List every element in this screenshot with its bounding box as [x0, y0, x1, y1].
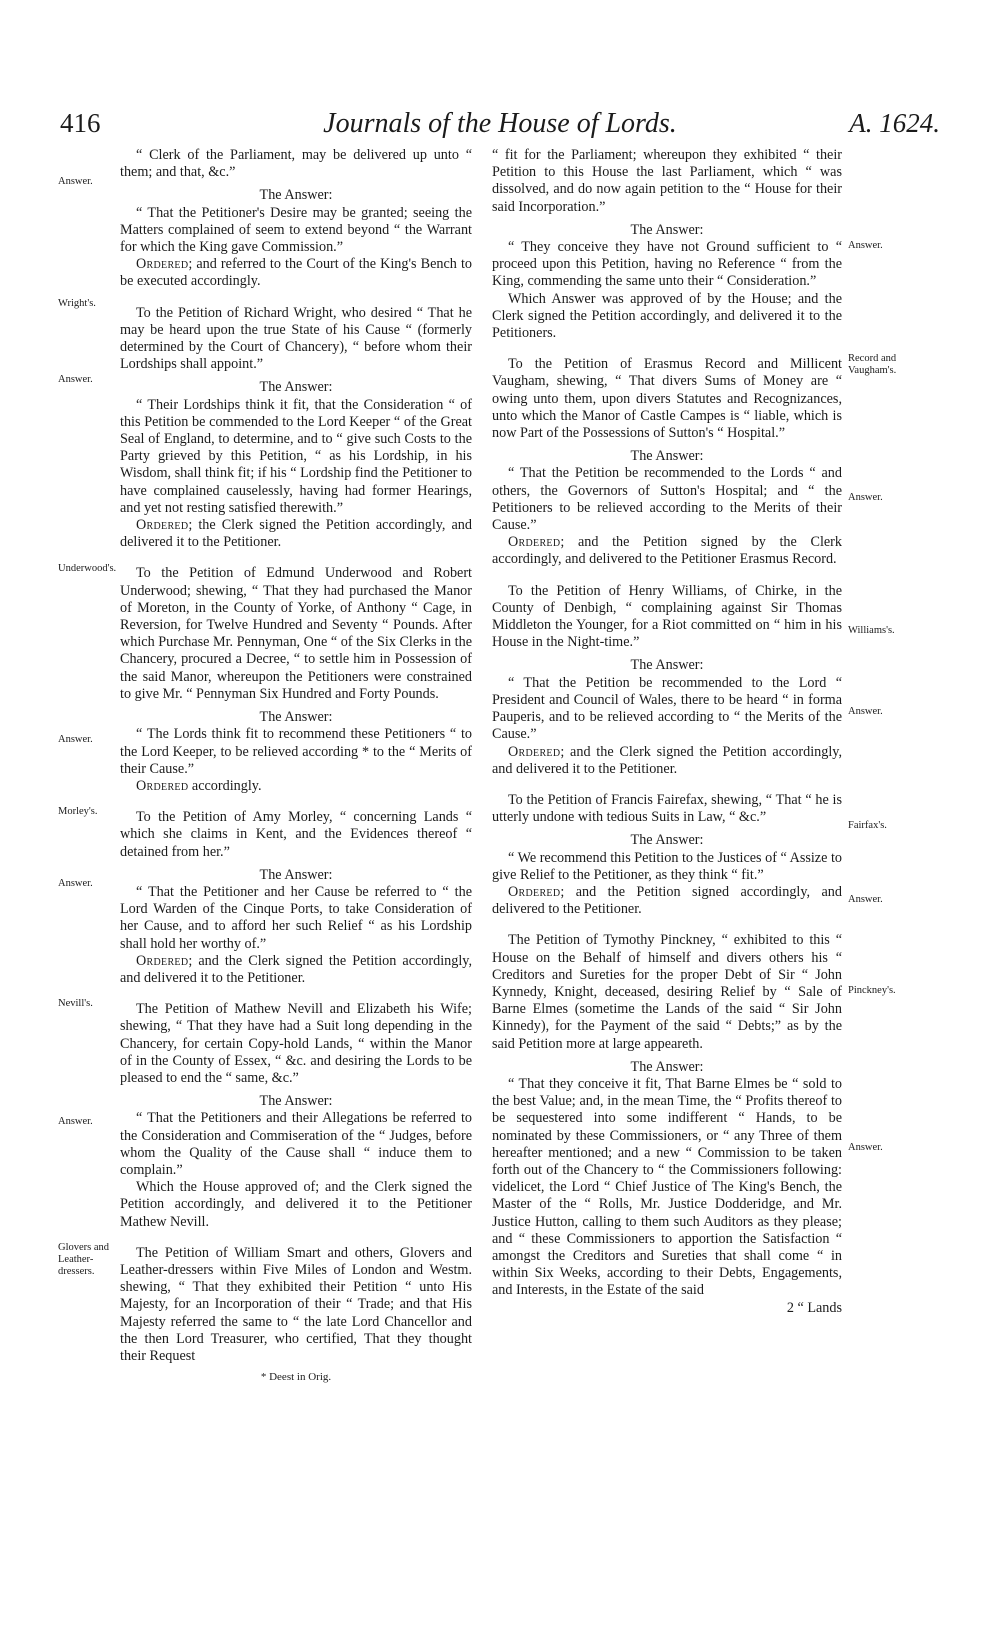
ordered-lead: Ordered [508, 743, 561, 760]
body-paragraph: To the Petition of Erasmus Record and Millicent Vaugham, shewing, “ That divers Sums of Money are “ owing unto them, upon divers Statutes and Recognizances, unto which the Manor of Castle Campes is “ liable, which is now Part of the Possessions of Sutton's “ Hospital.” [492, 356, 842, 442]
answer-heading: The Answer: [630, 1058, 704, 1075]
body-paragraph: “ That the Petitioners and their Allegations be referred to the Consideration and Commiseration of the “ Judges, before whom the Quality of the Cause shall “ induce them to complain.” [120, 1110, 472, 1178]
margin-note: Answer. [58, 176, 93, 187]
body-paragraph: To the Petition of Richard Wright, who desired “ That he may be heard upon the true State of his Cause “ (formerly determined by the Court of Chancery), “ before whom their Lordships shall appoint.” [120, 304, 472, 373]
ordered-lead: Ordered [136, 777, 189, 794]
margin-note: Nevill's. [58, 998, 93, 1009]
ordered-lead: Ordered [136, 952, 189, 969]
paragraph-gap [492, 778, 842, 792]
body-paragraph: “ That the Petitioner and her Cause be referred to “ the Lord Warden of the Cinque Ports, to take Consideration of her Cause, and to afford her such Relief “ as his Lordship shall hold her worthy of.” [120, 883, 472, 952]
margin-note: Answer. [848, 706, 883, 717]
running-header [60, 108, 940, 148]
body-paragraph: “ That the Petition be recommended to the Lords “ and others, the Governors of Sutton's Hospital; and “ the Petitioners to be relieved according to the Merits of their Cause.” [492, 465, 842, 534]
paragraph-gap [492, 569, 842, 583]
margin-note: Fairfax's. [848, 820, 887, 831]
order-text: ; the Clerk signed the Petition accordingly, and delivered it to the Petitioner. [120, 517, 472, 551]
order-paragraph [120, 778, 472, 795]
body-paragraph: “ We recommend this Petition to the Justices of “ Assize to give Relief to the Petitioner, as they think “ fit.” [492, 849, 842, 883]
order-paragraph [492, 884, 842, 918]
margin-note: Wright's. [58, 298, 96, 309]
body-paragraph: Which Answer was approved of by the House; and the Clerk signed the Petition accordingly, and delivered it to the Petitioners. [492, 290, 842, 342]
answer-heading: The Answer: [630, 832, 704, 849]
body-paragraph: The Petition of William Smart and others, Glovers and Leather-dressers within Five Miles of London and Westm. shewing, “ That they exhibited their Petition “ unto His Majesty, for an Incorporation of their “ Trade; and that His Majesty referred the same to “ the late Lord Chancellor and the then Lord Treasurer, who certified, That they thought their Request [120, 1244, 472, 1364]
ordered-lead: Ordered [508, 534, 561, 551]
paragraph-gap [120, 987, 472, 1001]
margin-note: Answer. [848, 894, 883, 905]
answer-heading: The Answer: [630, 657, 704, 674]
answer-heading: The Answer: [259, 866, 333, 883]
body-paragraph: “ fit for the Parliament; whereupon they exhibited “ their Petition to this House the last Parliament, which “ was dissolved, and do now again petition to the “ House for their said Incorporation.” [492, 147, 842, 215]
page-number: 416 [60, 108, 101, 138]
answer-heading: The Answer: [259, 1093, 333, 1110]
paragraph-gap [120, 291, 472, 305]
paragraph-gap [120, 795, 472, 809]
body-paragraph: To the Petition of Francis Fairefax, shewing, “ That “ he is utterly undone with tedious Suits in Law, “ &c.” [492, 791, 842, 826]
journal-title: Journals of the House of Lords. [323, 108, 677, 139]
paragraph-gap [492, 918, 842, 932]
margin-note: Morley's. [58, 806, 98, 817]
ordered-lead: Ordered [136, 517, 189, 534]
body-paragraph: “ Their Lordships think it fit, that the Consideration “ of this Petition be commended to the Lord Keeper “ of the Great Seal of England, to determine, and to “ give such Costs to the Party grieved by this Petition, “ as his Lordship, in his Wisdom, shall think fit; if his “ Lordship find the Petitioner to have complained causelessly, having had former Hearings, and yet not resting satisfied therewith.” [120, 396, 472, 516]
footnote: * Deest in Orig. [260, 1371, 332, 1384]
answer-heading: The Answer: [259, 709, 333, 726]
order-paragraph [120, 256, 472, 290]
order-paragraph [120, 953, 472, 987]
left-column [120, 147, 472, 1386]
year-heading: A. 1624. [849, 108, 940, 138]
body-paragraph: Which the House approved of; and the Clerk signed the Petition accordingly, and delivered it to the Petitioner Mathew Nevill. [120, 1179, 472, 1230]
order-text: ; and the Clerk signed the Petition accordingly, and delivered it to the Petitioner. [492, 743, 842, 777]
body-paragraph: The Petition of Mathew Nevill and Elizabeth his Wife; shewing, “ That they have had a Suit long depending in the Chancery, for certain Copy-hold Lands, “ within the Manor of in the County of Essex, “ &c. and desiring the Lords to be pleased to end the “ same, &c.” [120, 1001, 472, 1086]
body-paragraph: To the Petition of Edmund Underwood and Robert Underwood; shewing, “ That they had purchased the Manor of Moreton, in the County of Yorke, of Anthony “ Cage, in Reversion, for Twelve Hundred and Seventy “ Pounds. After which Purchase Mr. Pennyman, One “ of the Six Clerks in the Chancery, procured a Decree, “ to settle him in Possession of the said Manor, whereupon the Petitioners were constrained to give Mr. “ Pennyman Six Hundred and Forty Pounds. [120, 565, 472, 702]
margin-note: Answer. [58, 374, 93, 385]
margin-note: Williams's. [848, 625, 895, 636]
ordered-lead: Ordered [136, 256, 189, 273]
order-text: accordingly. [188, 777, 262, 794]
body-paragraph: “ That they conceive it fit, That Barne Elmes be “ sold to the best Value; and, in the mean Time, the “ Profits thereof to be sequestered into some indifferent “ Hands, to be nominated by these Commissioners, or “ any Three of them hereafter mentioned; and a new “ Commission to be taken forth out of the Chancery to “ the Commissioners following: videlicet, the Lord “ Chief Justice of The King's Bench, the Master of the “ Rolls, Mr. Justice Dodderidge, and Mr. Justice Hutton, calling to them such Auditors as they please; and “ these Commissioners to apportion the Satisfaction “ amongst the Creditors and Sureties that shall come “ in within Six Weeks, according to their Debts, Engagements, and Interests, in the Estate of the said [492, 1075, 842, 1299]
body-paragraph: “ That the Petitioner's Desire may be granted; seeing the Matters complained of seem to extend beyond “ the Warrant for which the King gave Commission.” [120, 204, 472, 256]
ordered-lead: Ordered [508, 883, 561, 900]
order-text: ; and the Clerk signed the Petition accordingly, and delivered it to the Petitioner. [120, 952, 472, 986]
margin-note: Answer. [848, 240, 883, 251]
margin-note: Underwood's. [58, 563, 117, 574]
margin-note: Glovers and Leather-dressers. [58, 1242, 110, 1277]
body-paragraph: “ That the Petition be recommended to the Lord “ President and Council of Wales, there to be heard “ in forma Pauperis, and to be relieved according to “ the Merits of the Cause.” [492, 674, 842, 743]
margin-note: Answer. [58, 734, 93, 745]
body-paragraph: “ Clerk of the Parliament, may be delivered up unto “ them; and that, &c.” [120, 147, 472, 181]
margin-note: Answer. [848, 492, 883, 503]
answer-heading: The Answer: [259, 187, 333, 204]
order-text: ; and the Petition signed accordingly, and delivered to the Petitioner. [492, 883, 842, 918]
body-paragraph: “ The Lords think fit to recommend these Petitioners “ to the Lord Keeper, to be relieved according * to the “ Merits of their Cause.” [120, 726, 472, 777]
body-paragraph: To the Petition of Henry Williams, of Chirke, in the County of Denbigh, “ complaining against Sir Thomas Middleton the Younger, for a Riot committed on “ him in his House in the Night-time.” [492, 582, 842, 651]
margin-note: Answer. [58, 878, 93, 889]
paragraph-gap [120, 551, 472, 565]
margin-note: Record and Vaugham's. [848, 353, 897, 376]
body-paragraph: The Petition of Tymothy Pinckney, “ exhibited to this “ House on the Behalf of himself and divers others his “ Creditors and Sureties for the proper Debt of Sir “ John Kynnedy, Knight, deceased, desiring Relief by “ Sale of Barne Elmes (sometime the Lands of the said “ Sir John Kinnedy), for the Payment of the said “ Debts;” as by the said Petition more at large appeareth. [492, 932, 842, 1052]
answer-heading: The Answer: [630, 448, 704, 465]
body-paragraph: To the Petition of Amy Morley, “ concerning Lands “ which she claims in Kent, and the Evidences thereof “ detained from her.” [120, 809, 472, 860]
order-paragraph [120, 517, 472, 551]
body-paragraph: “ They conceive they have not Ground sufficient to “ proceed upon this Petition, having no Reference “ from the King, commending the same unto their “ Consideration.” [492, 239, 842, 290]
margin-note: Answer. [58, 1116, 93, 1127]
margin-note: Answer. [848, 1142, 883, 1153]
catchword: 2 “ Lands [786, 1299, 842, 1316]
paragraph-gap [492, 342, 842, 356]
right-column [492, 147, 842, 1317]
order-paragraph [492, 744, 842, 778]
margin-note: Pinckney's. [848, 985, 896, 996]
answer-heading: The Answer: [630, 221, 704, 238]
order-paragraph [492, 534, 842, 568]
order-text: ; and referred to the Court of the King's Bench to be executed accordingly. [120, 256, 472, 290]
order-text: ; and the Petition signed by the Clerk accordingly, and delivered to the Petitioner Erasmus Record. [492, 534, 842, 568]
answer-heading: The Answer: [259, 379, 333, 396]
paragraph-gap [120, 1231, 472, 1245]
